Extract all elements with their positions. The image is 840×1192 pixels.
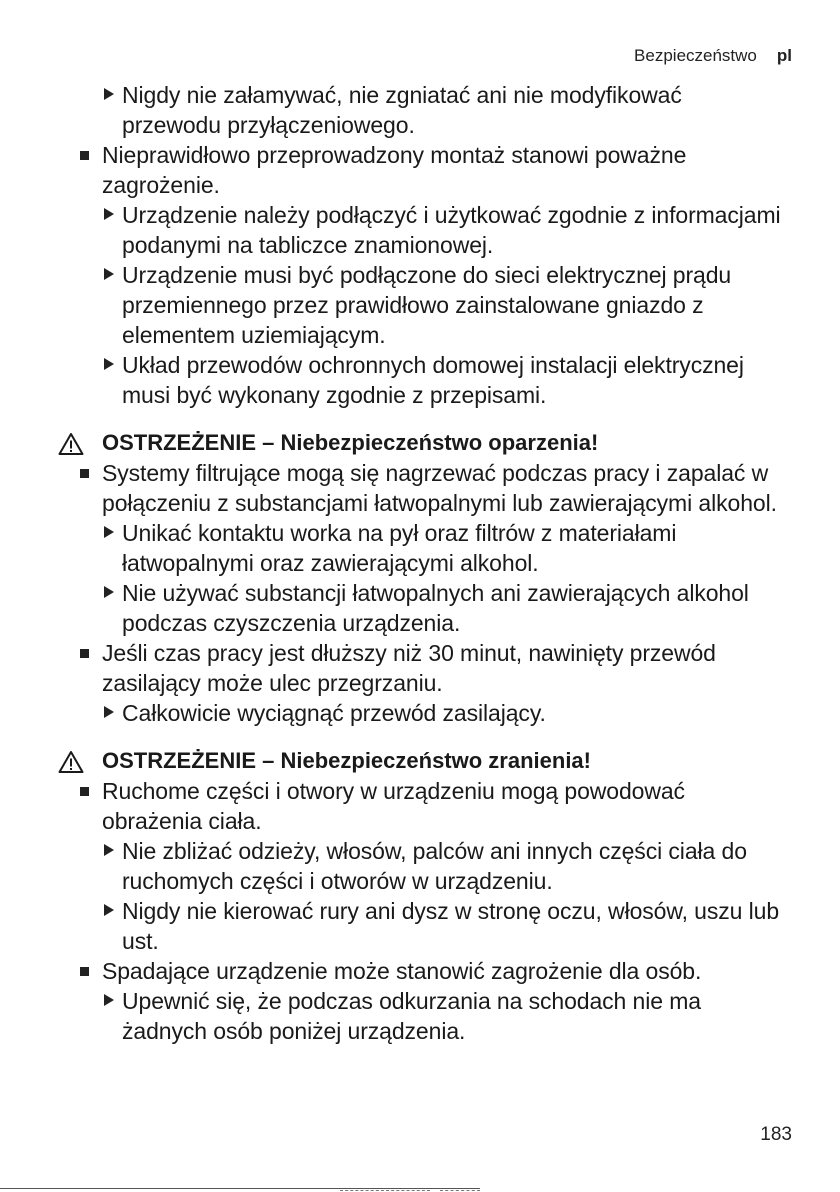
arrow-bullet-icon	[104, 268, 114, 280]
footer-rule	[0, 1188, 480, 1189]
arrow-bullet-icon	[104, 526, 114, 538]
arrow-bullet-icon	[104, 208, 114, 220]
instruction-item: Nie używać substancji łatwopalnych ani zawierających alkohol podczas czyszczenia urządzenia.	[0, 578, 782, 638]
warning-heading: OSTRZEŻENIE – Niebezpieczeństwo oparzenia!	[0, 428, 840, 458]
instruction-item: Nigdy nie kierować rury ani dysz w stronę oczu, włosów, uszu lub ust.	[0, 896, 782, 956]
hazard-item: Jeśli czas pracy jest dłuższy niż 30 minut, nawinięty przewód zasilający może ulec przegrzaniu.	[0, 638, 782, 698]
arrow-bullet-icon	[104, 88, 114, 100]
section-title: Bezpieczeństwo	[634, 46, 757, 65]
hazard-item: Spadające urządzenie może stanowić zagrożenie dla osób.	[0, 956, 782, 986]
instruction-item: Unikać kontaktu worka na pył oraz filtrów z materiałami łatwopalnymi oraz zawierającymi alkohol.	[0, 518, 782, 578]
square-bullet-icon	[80, 649, 89, 658]
hazard-item: Ruchome części i otwory w urządzeniu mogą powodować obrażenia ciała.	[0, 776, 782, 836]
warning-heading: OSTRZEŻENIE – Niebezpieczeństwo zranienia!	[0, 746, 840, 776]
square-bullet-icon	[80, 967, 89, 976]
instruction-item: Nigdy nie załamywać, nie zgniatać ani nie modyfikować przewodu przyłączeniowego.	[0, 80, 782, 140]
arrow-bullet-icon	[104, 586, 114, 598]
instruction-item: Układ przewodów ochronnych domowej instalacji elektrycznej musi być wykonany zgodnie z przepisami.	[0, 350, 782, 410]
page-number: 183	[760, 1124, 792, 1145]
arrow-bullet-icon	[104, 844, 114, 856]
instruction-item: Urządzenie musi być podłączone do sieci elektrycznej prądu przemiennego przez prawidłowo zainstalowane gniazdo z elementem uziemiającym.	[0, 260, 782, 350]
arrow-bullet-icon	[104, 358, 114, 370]
arrow-bullet-icon	[104, 994, 114, 1006]
arrow-bullet-icon	[104, 904, 114, 916]
page-header	[634, 46, 792, 66]
instruction-item: Całkowicie wyciągnąć przewód zasilający.	[0, 698, 782, 728]
warning-triangle-icon	[58, 432, 84, 456]
square-bullet-icon	[80, 469, 89, 478]
arrow-bullet-icon	[104, 706, 114, 718]
safety-content	[0, 80, 840, 1046]
hazard-item: Systemy filtrujące mogą się nagrzewać podczas pracy i zapalać w połączeniu z substancjami łatwopalnymi lub zawierającymi alkohol.	[0, 458, 782, 518]
instruction-item: Upewnić się, że podczas odkurzania na schodach nie ma żadnych osób poniżej urządzenia.	[0, 986, 782, 1046]
language-code: pl	[776, 46, 792, 65]
hazard-item: Nieprawidłowo przeprowadzony montaż stanowi poważne zagrożenie.	[0, 140, 782, 200]
square-bullet-icon	[80, 787, 89, 796]
square-bullet-icon	[80, 151, 89, 160]
instruction-item: Nie zbliżać odzieży, włosów, palców ani innych części ciała do ruchomych części i otworów w urządzeniu.	[0, 836, 782, 896]
instruction-item: Urządzenie należy podłączyć i użytkować zgodnie z informacjami podanymi na tabliczce znamionowej.	[0, 200, 782, 260]
warning-triangle-icon	[58, 750, 84, 774]
